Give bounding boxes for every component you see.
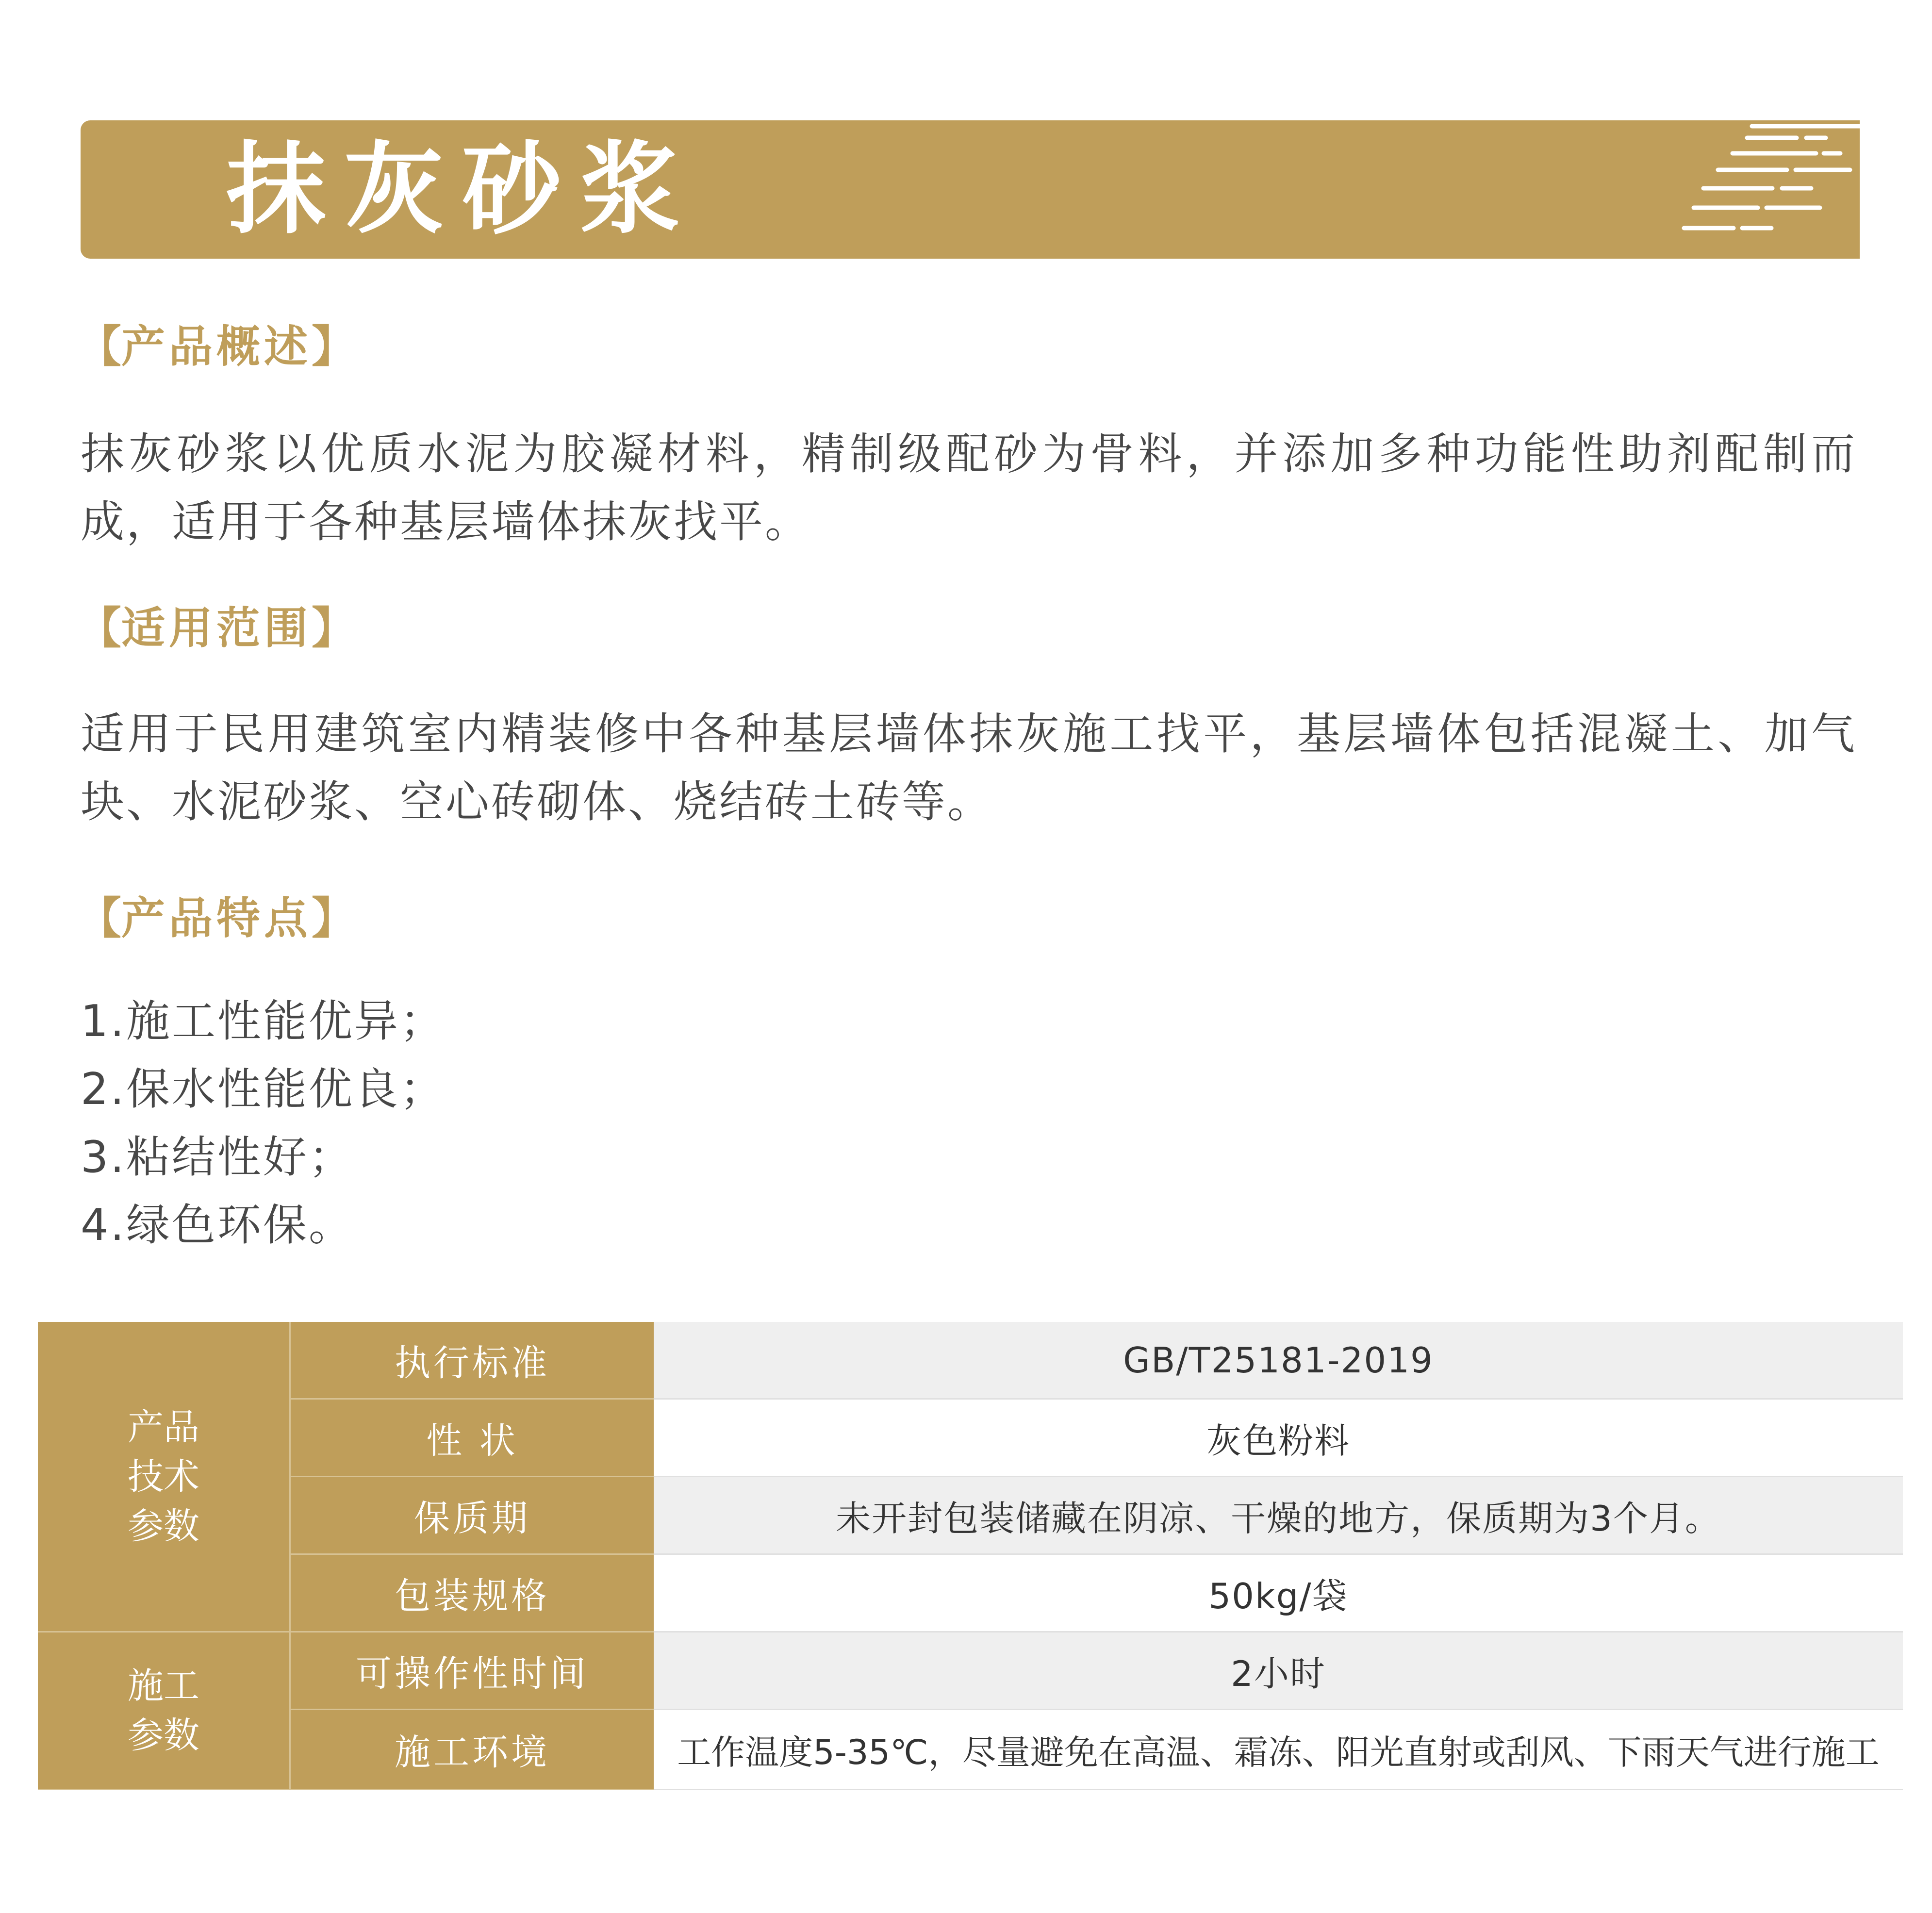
heading-text: 适用范围 bbox=[121, 603, 312, 654]
row-label: 包装规格 bbox=[289, 1555, 654, 1633]
scope-paragraph: 适用于民用建筑室内精装修中各种基层墙体抹灰施工找平，基层墙体包括混凝土、加气块、水泥砂浆、空心砖砌体、烧结砖土砖等。 bbox=[81, 709, 1857, 827]
row-value: 未开封包装储藏在阴凉、干燥的地方，保质期为3个月。 bbox=[654, 1477, 1903, 1555]
page-title: 抹灰砂浆 bbox=[226, 131, 698, 247]
section-heading-scope: 【适用范围】 bbox=[78, 603, 355, 654]
heading-text: 产品特点 bbox=[121, 893, 312, 944]
row-value: 工作温度5-35℃，尽量避免在高温、霜冻、阳光直射或刮风、下雨天气进行施工 bbox=[654, 1710, 1903, 1790]
title-banner bbox=[81, 120, 1860, 259]
feature-item: 2.保水性能优良； bbox=[81, 1064, 446, 1115]
table-row bbox=[289, 1555, 1903, 1633]
row-label: 保质期 bbox=[289, 1477, 654, 1555]
table-row bbox=[289, 1477, 1903, 1555]
group-label-line: 产品 bbox=[128, 1406, 199, 1448]
feature-list bbox=[81, 988, 446, 1259]
row-label: 性 状 bbox=[289, 1400, 654, 1477]
row-label: 可操作性时间 bbox=[289, 1633, 654, 1710]
table-row bbox=[289, 1400, 1903, 1477]
feature-item: 3.粘结性好； bbox=[81, 1132, 354, 1183]
row-label: 执行标准 bbox=[289, 1322, 654, 1400]
overview-paragraph: 抹灰砂浆以优质水泥为胶凝材料，精制级配砂为骨料，并添加多种功能性助剂配制而成，适用于各种基层墙体抹灰找平。 bbox=[81, 429, 1857, 547]
table-row bbox=[289, 1710, 1903, 1790]
feature-item: 1.施工性能优异； bbox=[81, 996, 446, 1047]
cloud-stripes-decoration bbox=[1674, 115, 1868, 261]
section-heading-overview: 【产品概述】 bbox=[78, 321, 355, 372]
table-row bbox=[289, 1322, 1903, 1400]
row-value: 灰色粉料 bbox=[654, 1400, 1903, 1477]
feature-item: 4.绿色环保。 bbox=[81, 1200, 354, 1251]
group-label-line: 参数 bbox=[128, 1505, 199, 1547]
row-value: GB/T25181-2019 bbox=[654, 1322, 1903, 1400]
heading-text: 产品概述 bbox=[121, 321, 312, 372]
section-heading-features: 【产品特点】 bbox=[78, 893, 355, 944]
group-label-line: 施工 bbox=[128, 1665, 199, 1707]
row-value: 2小时 bbox=[654, 1633, 1903, 1710]
group-label-product-tech bbox=[38, 1322, 289, 1633]
group-label-line: 技术 bbox=[128, 1455, 199, 1498]
row-label: 施工环境 bbox=[289, 1710, 654, 1790]
row-value: 50kg/袋 bbox=[654, 1555, 1903, 1633]
table-row bbox=[289, 1633, 1903, 1710]
group-label-line: 参数 bbox=[128, 1715, 199, 1756]
group-label-construction bbox=[38, 1633, 289, 1790]
